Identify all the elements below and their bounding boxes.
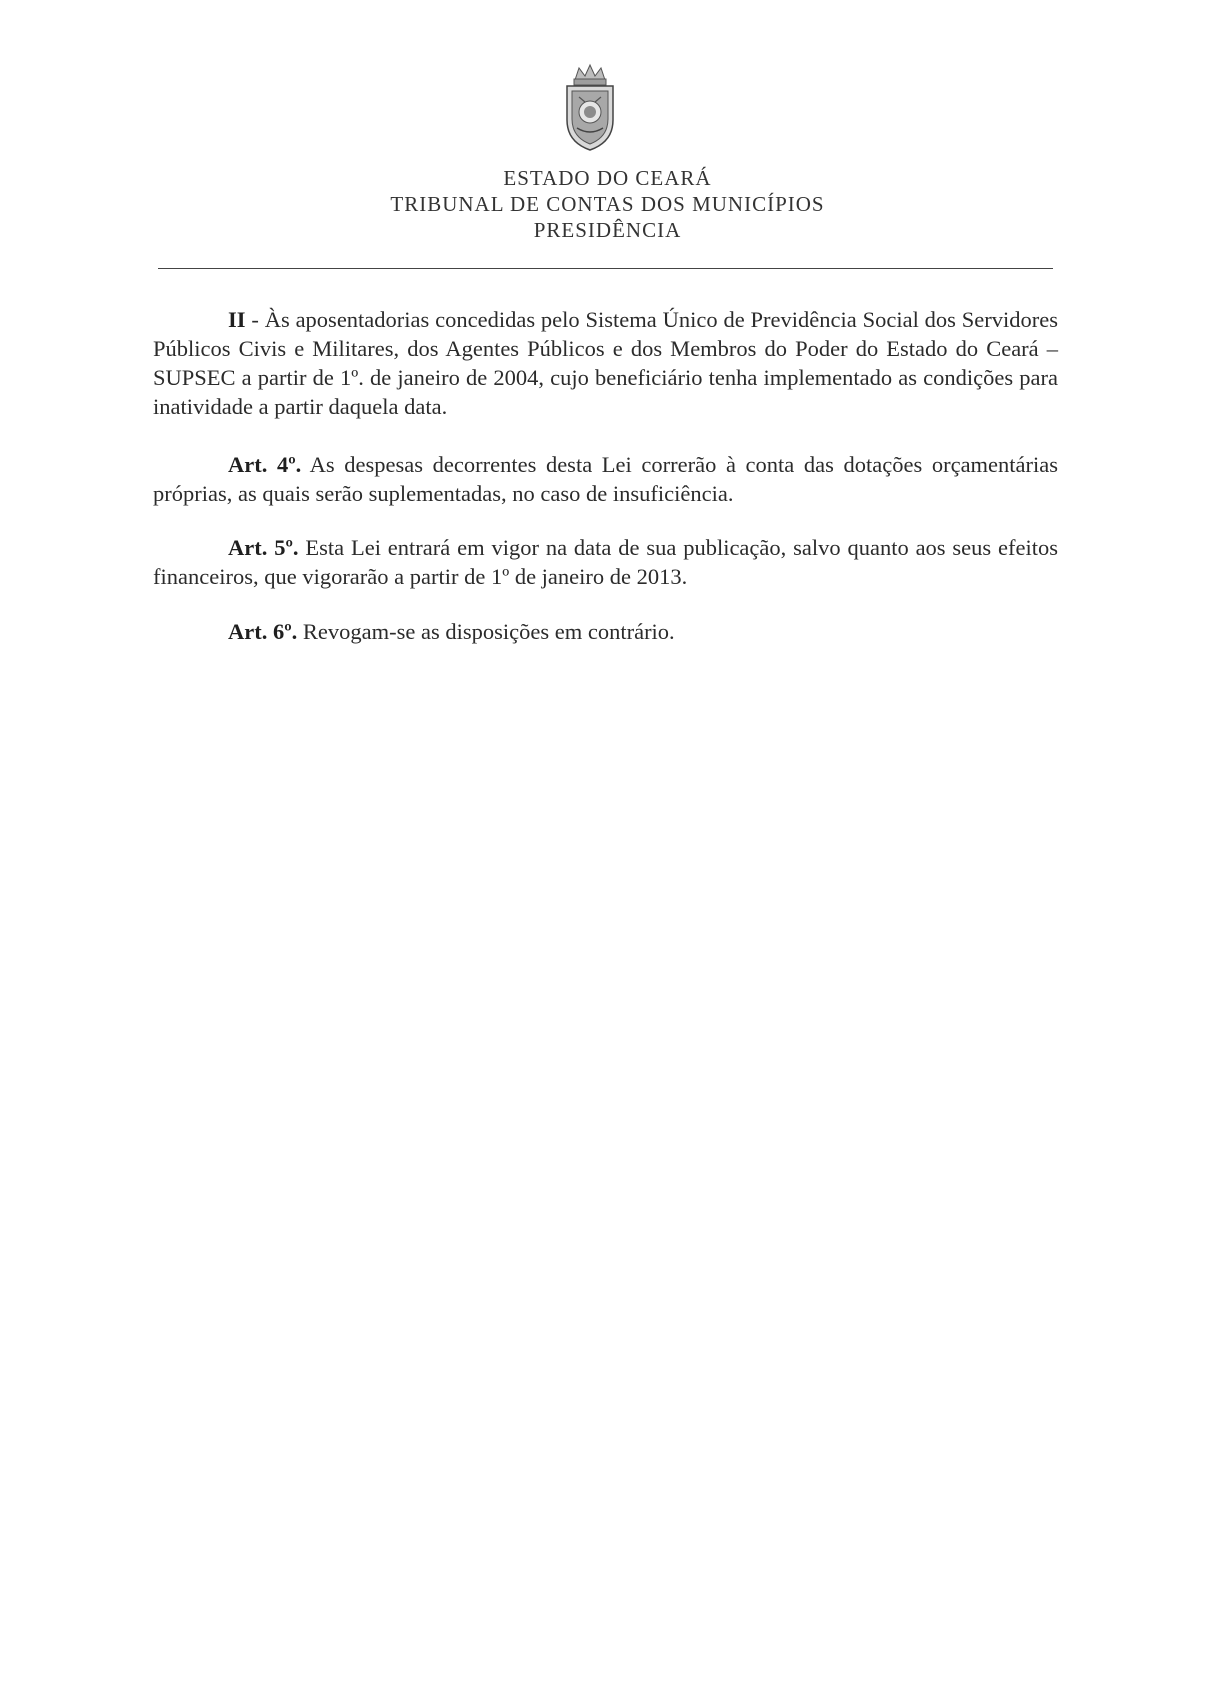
header-state: ESTADO DO CEARÁ <box>503 166 712 190</box>
art-4-label: Art. 4º. <box>228 452 302 477</box>
art-6-text: Revogam-se as disposições em contrário. <box>302 619 675 644</box>
art-4-text: As despesas decorrentes desta Lei correrão à conta das dotações orçamentárias próprias, as quais serão suplementadas, no caso de insuficiência. <box>153 452 1059 506</box>
paragraph-art-5 <box>153 533 1058 591</box>
document-header <box>0 165 1215 243</box>
header-tribunal: TRIBUNAL DE CONTAS DOS MUNICÍPIOS <box>390 192 825 216</box>
art-6-label: Art. 6º. <box>228 619 298 644</box>
state-coat-of-arms-icon <box>557 62 623 154</box>
inciso-text: - Às aposentadorias concedidas pelo Sistema Único de Previdência Social dos Servidores Públicos Civis e Militares, dos Agentes Públicos e dos Membros do Poder do Estado do Ceará – SUPSEC a partir de 1º. de janeiro de 2004, cujo beneficiário tenha implementado as condições para inatividade a partir daquela data. <box>153 307 1059 419</box>
art-5-text: Esta Lei entrará em vigor na data de sua publicação, salvo quanto aos seus efeitos financeiros, que vigorarão a partir de 1º de janeiro de 2013. <box>153 535 1059 589</box>
paragraph-inciso-ii <box>153 305 1058 421</box>
inciso-label: II <box>228 307 246 332</box>
art-5-label: Art. 5º. <box>228 535 299 560</box>
header-divider <box>158 268 1053 269</box>
header-presidency: PRESIDÊNCIA <box>533 218 682 242</box>
paragraph-art-4 <box>153 450 1058 508</box>
paragraph-art-6 <box>153 617 1058 646</box>
